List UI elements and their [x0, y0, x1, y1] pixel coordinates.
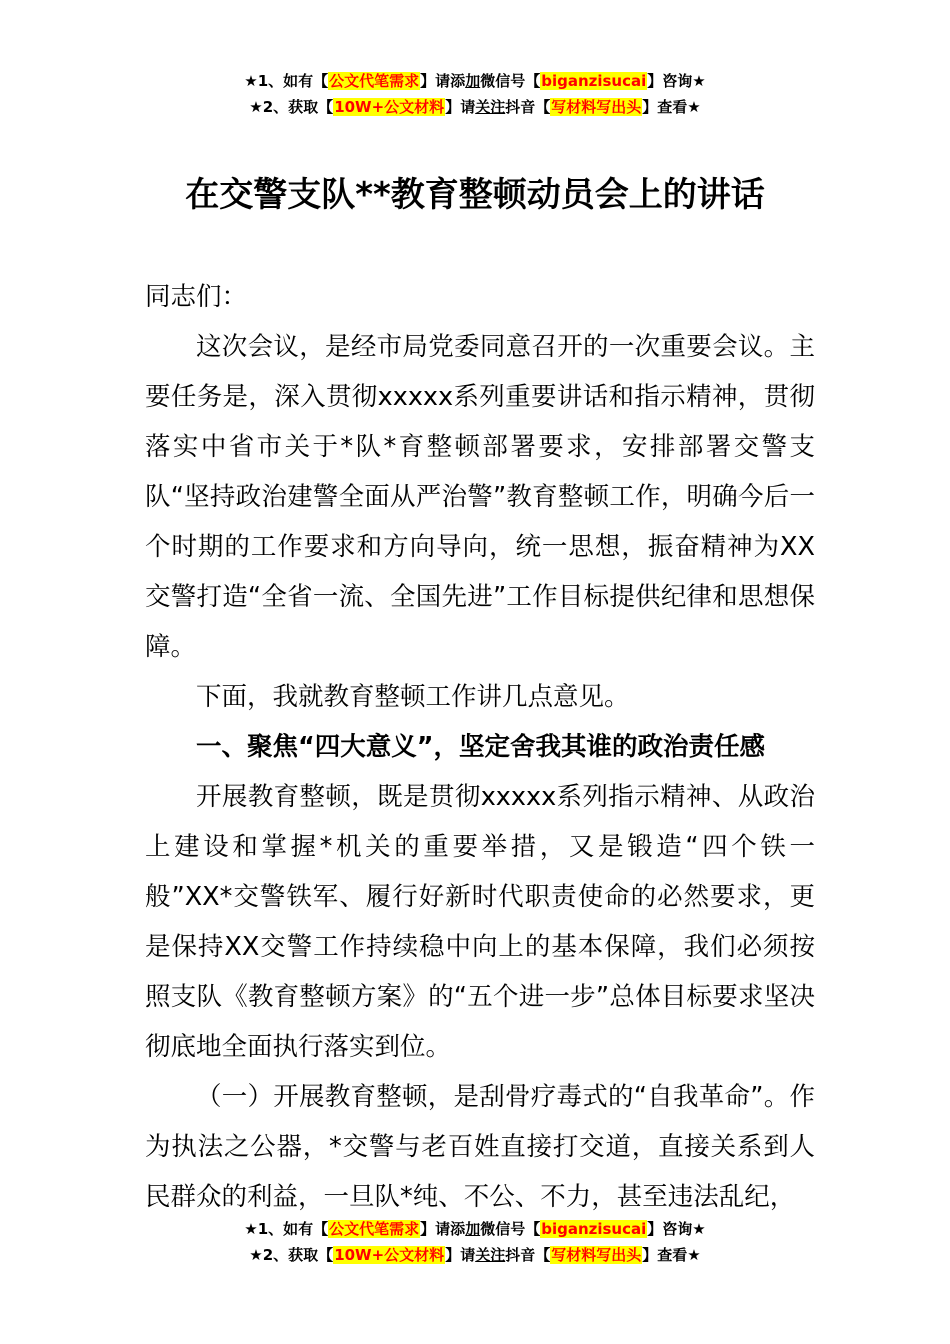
- highlight-service: 公文代笔需求: [329, 1220, 420, 1238]
- paragraph: （一）开展教育整顿，是刮骨疗毒式的“自我革命”。作为执法之公器，*交警与老百姓直接打交道，直接关系到人民群众的利益，一旦队*纯、不公、不力，甚至违法乱纪，: [145, 1082, 815, 1212]
- promo-text-underlined: 关注: [475, 98, 506, 116]
- promo-line-1: [0, 1216, 950, 1242]
- promo-text: ★2、获取【: [249, 98, 334, 116]
- highlight-douyin-name: 写材料写出头: [551, 1246, 642, 1264]
- document-body: [145, 272, 815, 1222]
- promo-banner-top: [0, 68, 950, 120]
- promo-text: ★2、获取【: [249, 1246, 334, 1264]
- promo-text: 】查看★: [642, 98, 701, 116]
- promo-text: 微信号【: [480, 72, 541, 90]
- promo-text: 】咨询★: [647, 1220, 706, 1238]
- highlight-materials: 10W+公文材料: [334, 98, 445, 116]
- highlight-wechat-id: biganzisucai: [541, 72, 647, 90]
- highlight-douyin-name: 写材料写出头: [551, 98, 642, 116]
- promo-text: 】咨询★: [647, 72, 706, 90]
- promo-text: ★1、如有【: [244, 1220, 329, 1238]
- promo-text-underlined: 加: [465, 72, 481, 90]
- promo-text: 】请: [445, 98, 476, 116]
- document-title: 在交警支队**教育整顿动员会上的讲话: [185, 175, 765, 215]
- promo-line-1: [0, 68, 950, 94]
- promo-text: 】查看★: [642, 1246, 701, 1264]
- promo-text: 】请: [445, 1246, 476, 1264]
- highlight-wechat-id: biganzisucai: [541, 1220, 647, 1238]
- highlight-materials: 10W+公文材料: [334, 1246, 445, 1264]
- promo-text: 抖音【: [505, 98, 551, 116]
- promo-line-2: [0, 1242, 950, 1268]
- paragraph: 下面，我就教育整顿工作讲几点意见。: [196, 682, 630, 712]
- salutation: 同志们：: [145, 282, 248, 312]
- promo-text-underlined: 关注: [475, 1246, 506, 1264]
- highlight-service: 公文代笔需求: [329, 72, 420, 90]
- promo-text: 抖音【: [505, 1246, 551, 1264]
- section-heading: 一、聚焦“四大意义”，坚定舍我其谁的政治责任感: [196, 732, 766, 762]
- promo-text: 】请添: [420, 72, 466, 90]
- paragraph: 开展教育整顿，既是贯彻xxxxx系列指示精神、从政治上建设和掌握*机关的重要举措，又是锻造“四个铁一般”XX*交警铁军、履行好新时代职责使命的必然要求，更是保持XX交警工作持续稳中向上的基本保障，我们必须按照支队《教育整顿方案》的“五个进一步”总体目标要求坚决彻底地全面执行落实到位。: [145, 782, 815, 1062]
- promo-banner-bottom: [0, 1216, 950, 1268]
- promo-text: 微信号【: [480, 1220, 541, 1238]
- promo-line-2: [0, 94, 950, 120]
- promo-text-underlined: 加: [465, 1220, 481, 1238]
- paragraph: 这次会议，是经市局党委同意召开的一次重要会议。主要任务是，深入贯彻xxxxx系列重要讲话和指示精神，贯彻落实中省市关于*队*育整顿部署要求，安排部署交警支队“坚持政治建警全面从严治警”教育整顿工作，明确今后一个时期的工作要求和方向导向，统一思想，振奋精神为XX交警打造“全省一流、全国先进”工作目标提供纪律和思想保障。: [145, 332, 815, 662]
- promo-text: ★1、如有【: [244, 72, 329, 90]
- promo-text: 】请添: [420, 1220, 466, 1238]
